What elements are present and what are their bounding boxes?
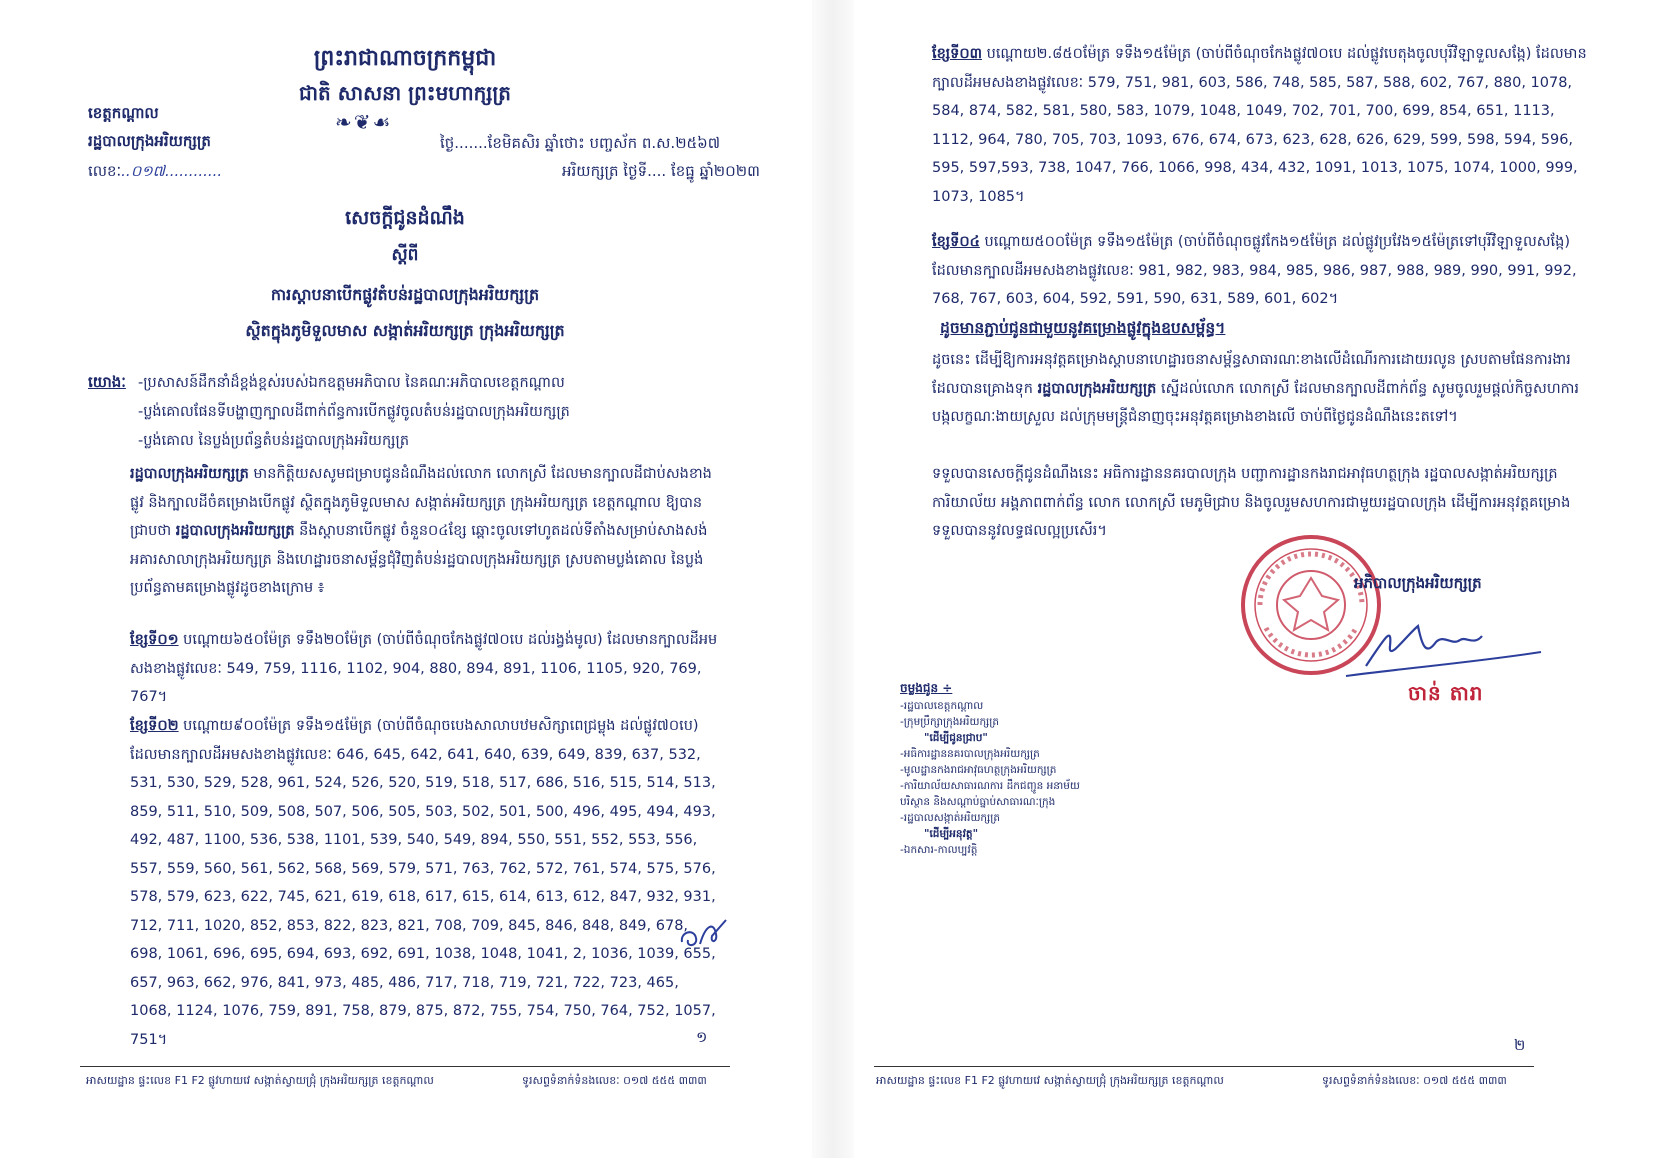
signatory-title: អភិបាលក្រុងអរិយក្សត្រ bbox=[1354, 574, 1482, 592]
cc-item: -រដ្ឋបាលសង្កាត់អរិយក្សត្រ bbox=[900, 812, 1001, 824]
road-1-label: ខ្សែទី០១ bbox=[130, 632, 179, 648]
document-title: សេចក្ដីជូនដំណឹង bbox=[345, 207, 465, 229]
date-solar: អរិយក្សត្រ ថ្ងៃទី.... ខែធ្នូ ឆ្នាំ២០២៣ bbox=[562, 162, 760, 180]
cc-group-label: "ដើម្បីអនុវត្ត" bbox=[924, 828, 979, 840]
signature-icon bbox=[1326, 606, 1546, 686]
cc-item: -អធិការដ្ឋាននគរបាលក្រុងអរិយក្សត្រ bbox=[900, 748, 1040, 760]
reference-item: -ប្លង់គោល នៃប្លង់ប្រព័ន្ធតំបន់រដ្ឋបាលក្រុងអរិយក្សត្រ bbox=[138, 433, 410, 449]
footer-address: អាសយដ្ឋាន ផ្ទះលេខ F1 F2 ផ្លូវហាយវេ សង្កាត់ស្វាយជ្រុំ ក្រុងអរិយក្សត្រ ខេត្តកណ្ដាល bbox=[86, 1074, 434, 1087]
national-motto: ជាតិ សាសនា ព្រះមហាក្សត្រ bbox=[299, 81, 511, 105]
cc-item: -មូលដ្ឋានកងរាជអាវុធហត្ថក្រុងអរិយក្សត្រ bbox=[900, 764, 1057, 776]
reference-value: ..០១៧............ bbox=[121, 162, 223, 180]
closing-office-name: រដ្ឋបាលក្រុងអរិយក្សត្រ bbox=[1037, 380, 1157, 397]
road-1-paragraph bbox=[130, 626, 720, 712]
page-number: ១ bbox=[696, 1028, 708, 1046]
kingdom-header: ព្រះរាជាណាចក្រកម្ពុជា bbox=[313, 46, 497, 71]
reference-prefix: លេខៈ bbox=[88, 162, 122, 180]
road-3-paragraph bbox=[932, 40, 1592, 211]
province-name: ខេត្តកណ្ដាល bbox=[88, 104, 159, 122]
road-4-label: ខ្សែទី០៤ bbox=[932, 234, 980, 250]
page-gutter bbox=[812, 0, 854, 1158]
cc-item: -ការិយាល័យសាធារណការ ដឹកជញ្ជូន អនាម័យ bbox=[900, 780, 1080, 792]
office-name: រដ្ឋបាលក្រុងអរិយក្សត្រ bbox=[88, 132, 211, 150]
signatory-name: ចាន់ តារា bbox=[1408, 681, 1484, 705]
intro-paragraph bbox=[130, 460, 720, 603]
page-1 bbox=[0, 0, 810, 1158]
closing-paragraph-2: ទទួលបានសេចក្ដីជូនដំណឹងនេះ អធិការដ្ឋាននគរបាលក្រុង បញ្ជាការដ្ឋានកងរាជអាវុធហត្ថក្រុង រដ្ឋបាលសង្កាត់អរិយក្សត្រ ការិយាល័យ អង្គភាពពាក់ព័ន្ធ លោក លោកស្រី មេភូមិជ្រាប និងចូលរួមសហការជាមួយរដ្ឋបាលក្រុង ដើម្បីការអនុវត្តគម្រោងទទួលបាននូវលទ្ធផលល្អប្រសើរ។ bbox=[932, 466, 1571, 539]
footer-divider bbox=[874, 1066, 1534, 1067]
reference-item: -ប្លង់គោលផែនទីបង្ហាញក្បាលដីពាក់ព័ន្ធការបើកផ្លូវចូលតំបន់រដ្ឋបាលក្រុងអរិយក្សត្រ bbox=[138, 404, 570, 420]
closing-text-1-rest: ស្នើដល់លោក លោកស្រី ដែលមានក្បាលដីពាក់ព័ន្ធ សូមចូលរួមផ្ដល់កិច្ចសហការ បង្កលក្ខណៈងាយស្រួល ដល់ក្រុមមន្ត្រីជំនាញចុះអនុវត្តគម្រោងខាងលើ ចាប់ពីថ្ងៃជូនដំណឹងនេះតទៅ។ bbox=[932, 380, 1580, 425]
ornament-divider-icon: ❧❦☙ bbox=[335, 110, 393, 134]
cc-item: -ក្រុមប្រឹក្សាក្រុងអរិយក្សត្រ bbox=[900, 716, 1000, 728]
date-lunar: ថ្ងៃ.......ខែមិគសិរ ឆ្នាំថោះ បញ្ចស័ក ព.ស.២៥៦៧ bbox=[440, 134, 721, 152]
road-3-text: បណ្ដោយ២.៨៥០ម៉ែត្រ ទទឹង១៥ម៉ែត្រ (ចាប់ពីចំណុចកែងផ្លូវ៧០បេ ដល់ផ្លូវបេតុងចូលបុរីវិឡាទួលសង្កែ) ដែលមានក្បាលដីអមសងខាងផ្លូវលេខៈ 579, 751, 981, 603, 586, 748, 585, 587, 588, 602, 767, 880, 1078, 584, 874, 582, 581, 580, 583, 1079, 1048, 1049, 702, 701, 700, 699, 854, 651, 1113, 1112, 964, 780, 705, 703, 1093, 676, 674, 673, 623, 628, 626, 629, 599, 598, 594, 596, 595, 597,593, 738, 1047, 766, 1066, 998, 434, 432, 1091, 1013, 1075, 1074, 1000, 999, 1073, 1085។ bbox=[932, 46, 1587, 205]
cc-item: បរិស្ថាន និងសណ្ដាប់ធ្នាប់សាធារណៈក្រុង bbox=[900, 796, 1056, 808]
cc-title: ចម្លងជូន ÷ bbox=[900, 681, 953, 695]
road-2-label: ខ្សែទី០២ bbox=[130, 718, 179, 734]
closing-text-1: ដូចនេះ ដើម្បីឱ្យការអនុវត្តគម្រោងស្ដាបនាហេដ្ឋារចនាសម្ព័ន្ធសាធារណៈខាងលើដំណើរការដោយរលូន ស្របតាមផែនការងារដែលបានគ្រោងទុក bbox=[932, 352, 1571, 397]
road-4-text: បណ្ដោយ៥០០ម៉ែត្រ ទទឹង១៥ម៉ែត្រ (ចាប់ពីចំណុចផ្លូវកែង១៥ម៉ែត្រ ដល់ផ្លូវប្រវែង១៥ម៉ែត្រទៅបុរីវិឡាទួលសង្កែ) ដែលមានក្បាលដីអមសងខាងផ្លូវលេខៈ 981, 982, 983, 984, 985, 986, 987, 988, 989, 990, 991, 992, 768, 767, 603, 604, 592, 591, 590, 631, 589, 601, 602។ bbox=[932, 234, 1577, 307]
cc-item: -រដ្ឋបាលខេត្តកណ្ដាល bbox=[900, 700, 984, 712]
cc-group-label: "ដើម្បីជូនជ្រាប" bbox=[924, 732, 988, 744]
footer-address: អាសយដ្ឋាន ផ្ទះលេខ F1 F2 ផ្លូវហាយវេ សង្កាត់ស្វាយជ្រុំ ក្រុងអរិយក្សត្រ ខេត្តកណ្ដាល bbox=[876, 1074, 1224, 1087]
road-4-paragraph bbox=[932, 228, 1592, 314]
closing-paragraph-1 bbox=[932, 346, 1592, 432]
document-subject-1: ការស្ដាបនាបើកផ្លូវតំបន់រដ្ឋបាលក្រុងអរិយក្សត្រ bbox=[270, 285, 540, 304]
attachment-note: ដូចមានភ្ជាប់ជូនជាមួយនូវគម្រោងផ្លូវក្នុងឧបសម្ព័ន្ធ។ bbox=[940, 319, 1226, 337]
road-2-paragraph bbox=[130, 712, 720, 1054]
intro-text-2: នឹងស្ដាបនាបើកផ្លូវ ចំនួន០៤ខ្សែ ឆ្ពោះចូលទៅហូតដល់ទីតាំងសម្រាប់សាងសង់អគារសាលាក្រុងអរិយក្សត្រ និងហេដ្ឋារចនាសម្ព័ន្ធជុំវិញតំបន់រដ្ឋបាលក្រុងអរិយក្សត្រ ស្របតាមប្លង់គោល នៃប្លង់ប្រព័ន្ធតាមគម្រោងផ្លូវដូចខាងក្រោម ៖ bbox=[130, 523, 708, 596]
handwritten-initials-icon bbox=[676, 914, 732, 958]
footer-divider bbox=[80, 1066, 730, 1067]
footer-phone: ទូរសព្ទទំនាក់ទំនងលេខៈ ០១៧ ៥៥៥ ៣៣៣ bbox=[522, 1074, 707, 1087]
page-2 bbox=[856, 0, 1666, 1158]
document-about: ស្ដីពី bbox=[391, 245, 419, 265]
road-2-text: បណ្ដោយ៩០០ម៉ែត្រ ទទឹង១៥ម៉ែត្រ (ចាប់ពីចំណុចបេងសាលាបឋមសិក្សាពេជ្រម្លុង ដល់ផ្លូវ៧០បេ) ដែលមានក្បាលដីអមសងខាងផ្លូវលេខៈ 646, 645, 642, 641, 640, 639, 649, 839, 637, 532, 531, 530, 529, 528, 961, 524, 526, 520, 519, 518, 517, 686, 516, 515, 514, 513, 859, 511, 510, 509, 508, 507, 506, 505, 503, 502, 501, 500, 496, 495, 494, 493, 492, 487, 1100, 536, 538, 1101, 539, 540, 549, 894, 550, 551, 552, 553, 556, 557, 559, 560, 561, 562, 568, 569, 579, 571, 763, 762, 572, 761, 574, 575, 576, 578, 579, 623, 622, 745, 621, 619, 618, 617, 615, 614, 613, 612, 847, 932, 931, 712, 711, 1020, 852, 853, 822, 823, 821, 708, 709, 845, 846, 848, 849, 678, 698, 1061, 696, 695, 694, 693, 692, 691, 1038, 1048, 1041, 2, 1036, 1039, 655, 657, 963, 662, 976, 841, 973, 485, 486, 717, 718, 719, 721, 722, 723, 465, 1068, 1124, 1076, 759, 891, 758, 879, 875, 872, 755, 754, 750, 764, 752, 1057, 751។ bbox=[130, 718, 716, 1048]
page-number: ២ bbox=[1514, 1036, 1526, 1054]
references-label: យោងៈ bbox=[88, 373, 126, 391]
road-3-label: ខ្សែទី០៣ bbox=[932, 46, 982, 62]
footer-phone: ទូរសព្ទទំនាក់ទំនងលេខៈ ០១៧ ៥៥៥ ៣៣៣ bbox=[1322, 1074, 1507, 1087]
intro-office-name-2: រដ្ឋបាលក្រុងអរិយក្សត្រ bbox=[175, 523, 295, 539]
document-subject-2: ស្ថិតក្នុងភូមិទួលមាស សង្កាត់អរិយក្សត្រ ក្រុងអរិយក្សត្រ bbox=[245, 321, 565, 340]
intro-text: មានកិត្តិយសសូមជម្រាបជូនដំណឹងដល់លោក លោកស្រី ដែលមានក្បាលដីជាប់សងខាងផ្លូវ និងក្បាលដីចំគម្រោងបើកផ្លូវ ស្ថិតក្នុងភូមិទួលមាស សង្កាត់អរិយក្សត្រ ក្រុងអរិយក្សត្រ ខេត្តកណ្ដាល ឱ្យបានជ្រាបថា bbox=[130, 466, 712, 539]
cc-item: -ឯកសារ-កាលប្បវត្តិ bbox=[900, 844, 978, 856]
road-1-text: បណ្ដោយ៦៥០ម៉ែត្រ ទទឹង២០ម៉ែត្រ (ចាប់ពីចំណុចកែងផ្លូវ៧០បេ ដល់រង្វង់មូល) ដែលមានក្បាលដីអមសងខាងផ្លូវលេខៈ 549, 759, 1116, 1102, 904, 880, 894, 891, 1106, 1105, 920, 769, 767។ bbox=[130, 632, 718, 705]
reference-item: -ប្រសាសន៍ដឹកនាំដ៏ខ្ពង់ខ្ពស់របស់ឯកឧត្ដមអភិបាល នៃគណៈអភិបាលខេត្តកណ្ដាល bbox=[138, 375, 565, 391]
intro-office-name: រដ្ឋបាលក្រុងអរិយក្សត្រ bbox=[130, 466, 249, 482]
reference-number bbox=[88, 162, 222, 184]
